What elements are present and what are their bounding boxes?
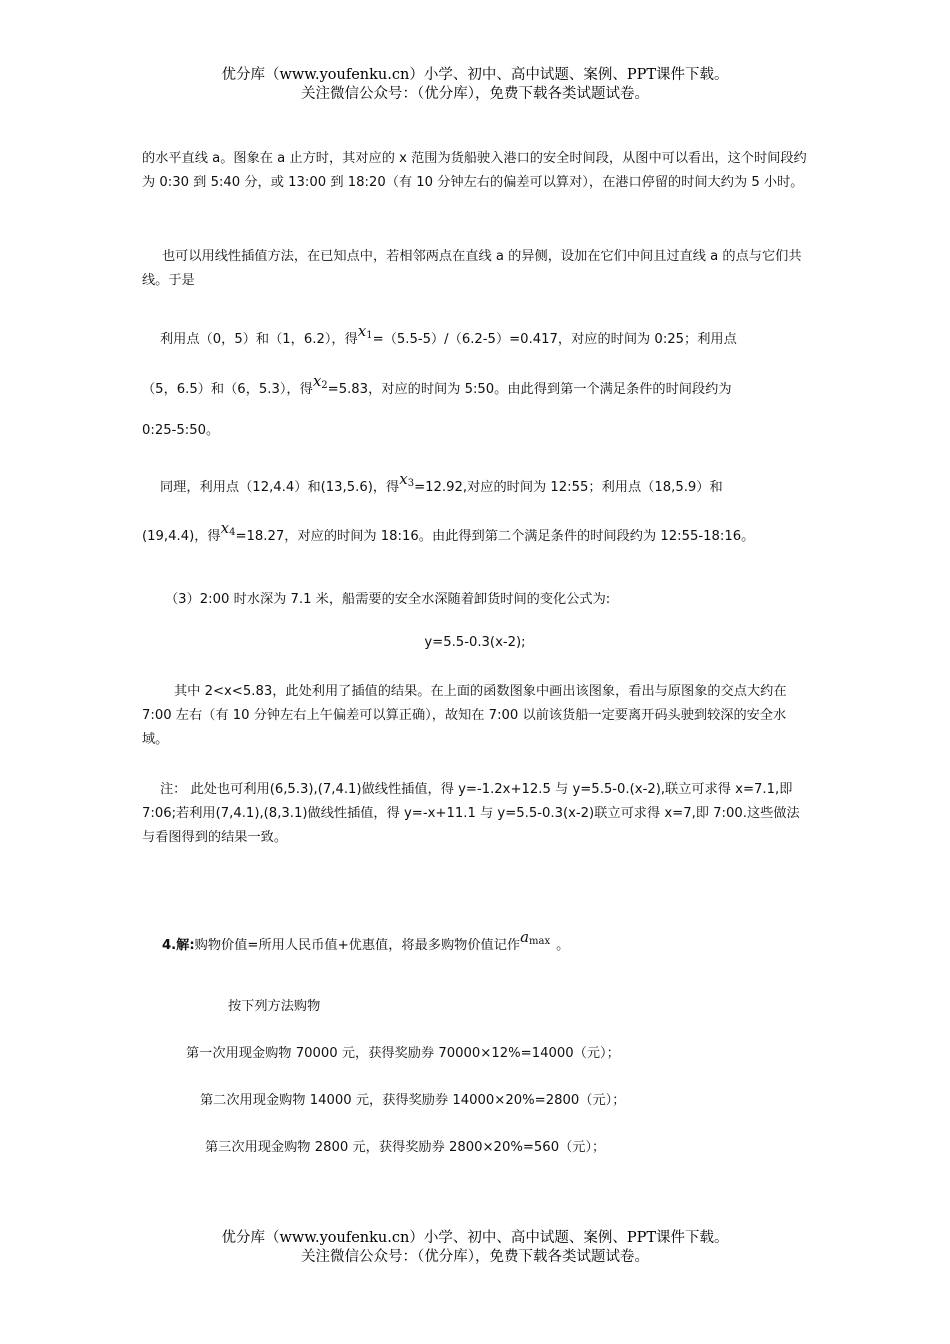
q4-text: 购物价值=所用人民币值+优惠值，将最多购物价值记作 bbox=[194, 938, 521, 953]
x2-symbol: $x_2$ bbox=[312, 372, 328, 391]
paragraph-intersection: 其中 2<x<5.83，此处利用了插值的结果。在上面的函数图象中画出该图象，看出与原图象的交点大约在 7:00 左右（有 10 分钟左右上午偏差可以算正确），故知在 7:00 以前该货船一定要离开码头驶到较深的安全水域。 bbox=[142, 684, 787, 747]
part3-intro: （3）2:00 时水深为 7.1 米，船需要的安全水深随着卸货时间的变化公式为: bbox=[165, 592, 611, 607]
interp3-text-a: 同理，利用点（12,4.4）和(13,5.6)，得 bbox=[160, 480, 400, 495]
paragraph-interpolation-intro: 也可以用线性插值方法，在已知点中，若相邻两点在直线 a 的异侧，设加在它们中间且过直线 a 的点与它们共线。于是 bbox=[142, 249, 802, 288]
interp2-text-b: =5.83，对应的时间为 5:50。由此得到第一个满足条件的时间段约为 bbox=[327, 382, 732, 397]
footer-line-1: 优分库（www.youfenku.cn）小学、初中、高中试题、案例、PPT课件下载。 bbox=[221, 1230, 729, 1246]
q4-end: 。 bbox=[556, 938, 570, 953]
paragraph-note: 注： 此处也可利用(6,5.3),(7,4.1)做线性插值，得 y=-1.2x+12.5 与 y=5.5-0.(x-2),联立可求得 x=7.1,即 7:06;若利用(7,4.1),(8,3.1)做线性插值，得 y=-x+11.1 与 y=5.5-0.3(x-2)联立可求得 x=7,即 7:00.这些做法与看图得到的结果一致。 bbox=[142, 782, 800, 845]
paragraph-safe-period: 的水平直线 a。图象在 a 止方时，其对应的 x 范围为货船驶入港口的安全时间段，从图中可以看出，这个时间段约为 0:30 到 5:40 分，或 13:00 到 18:20（有 10 分钟左右的偏差可以算对），在港口停留的时间大约为 5 小时。 bbox=[142, 151, 807, 190]
interp4-text-b: =18.27，对应的时间为 18:16。由此得到第二个满足条件的时间段约为 12:55-18:16。 bbox=[235, 529, 755, 544]
page-footer bbox=[0, 1229, 950, 1267]
interp3-text-b: =12.92,对应的时间为 12:55；利用点（18,5.9）和 bbox=[414, 480, 723, 495]
header-line-1: 优分库（www.youfenku.cn）小学、初中、高中试题、案例、PPT课件下载。 bbox=[221, 67, 729, 83]
q4-label: 4.解: bbox=[162, 938, 195, 953]
interp1-text-a: 利用点（0，5）和（1，6.2），得 bbox=[160, 332, 358, 347]
interpolation-line-4 bbox=[142, 519, 755, 544]
interp1-text-b: =（5.5-5）/（6.2-5）=0.417，对应的时间为 0:25；利用点 bbox=[372, 332, 737, 347]
q4-solution-line bbox=[162, 928, 570, 953]
interpolation-line-2 bbox=[142, 372, 732, 397]
interp2-text-a: （5，6.5）和（6，5.3），得 bbox=[142, 382, 313, 397]
step-3: 第三次用现金购物 2800 元，获得奖励券 2800×20%=560（元）； bbox=[205, 1140, 606, 1155]
header-line-2: 关注微信公众号：（优分库），免费下载各类试题试卷。 bbox=[301, 86, 649, 102]
x1-symbol: $x_1$ bbox=[357, 322, 373, 341]
x3-symbol: $x_3$ bbox=[399, 470, 415, 489]
page-header bbox=[0, 66, 950, 104]
formula: y=5.5-0.3(x-2); bbox=[424, 635, 526, 650]
interpolation-line-3 bbox=[160, 470, 723, 495]
footer-line-2: 关注微信公众号：（优分库），免费下载各类试题试卷。 bbox=[301, 1249, 649, 1265]
interpolation-line-1 bbox=[160, 322, 737, 347]
interpolation-result-1: 0:25-5:50。 bbox=[142, 423, 220, 438]
interp4-text-a: (19,4.4)，得 bbox=[142, 529, 221, 544]
step-1: 第一次用现金购物 70000 元，获得奖励券 70000×12%=14000（元）； bbox=[186, 1046, 620, 1061]
x4-symbol: $x_4$ bbox=[220, 519, 236, 538]
method-intro: 按下列方法购物 bbox=[228, 999, 321, 1014]
step-2: 第二次用现金购物 14000 元，获得奖励券 14000×20%=2800（元）； bbox=[200, 1093, 626, 1108]
a-max-symbol: $a_{max}$ bbox=[520, 928, 551, 947]
